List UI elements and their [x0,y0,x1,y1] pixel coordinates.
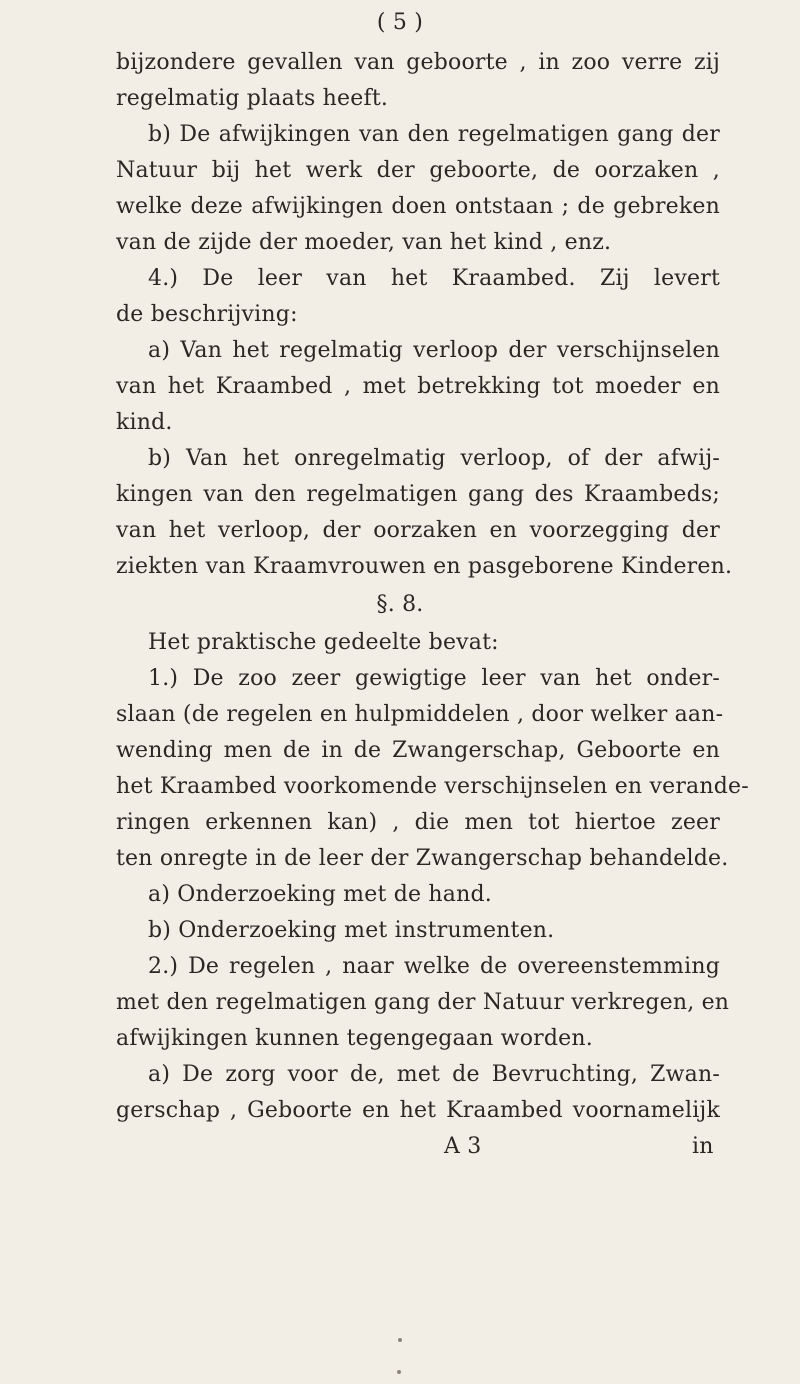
text-line-14: van het verloop, der oorzaken en voorzegging der [116,518,720,543]
text-line-27: met den regelmatigen gang der Natuur verkregen, en [116,990,730,1015]
text-line-13: kingen van den regelmatigen gang des Kraambeds; [116,482,720,507]
text-line-11: kind. [116,410,173,435]
text-line-26: 2.) De regelen , naar welke de overeenstemming [148,954,720,979]
text-line-5: welke deze afwijkingen doen ontstaan ; de gebreken [116,194,720,219]
signature-mark: A 3 [444,1134,482,1159]
text-line-20: wending men de in de Zwangerschap, Geboorte en [116,738,720,763]
text-line-8: de beschrijving: [116,302,298,327]
catchword: in [692,1134,714,1159]
paper-speck [398,1338,402,1342]
text-line-10: van het Kraambed , met betrekking tot moeder en [116,374,720,399]
text-line-7: 4.) De leer van het Kraambed. Zij levert [148,266,720,291]
text-line-21: het Kraambed voorkomende verschijnselen en verande- [116,774,749,799]
text-line-23: ten onregte in de leer der Zwangerschap behandelde. [116,846,729,871]
text-line-29: a) De zorg voor de, met de Bevruchting, Zwan- [148,1062,720,1087]
text-line-22: ringen erkennen kan) , die men tot hiertoe zeer [116,810,720,835]
text-line-9: a) Van het regelmatig verloop der verschijnselen [148,338,720,363]
text-line-12: b) Van het onregelmatig verloop, of der afwij- [148,446,720,471]
text-line-15: ziekten van Kraamvrouwen en pasgeborene Kinderen. [116,554,733,579]
text-line-6: van de zijde der moeder, van het kind , enz. [116,230,612,255]
page-number: ( 5 ) [376,10,424,35]
text-line-24: a) Onderzoeking met de hand. [148,882,492,907]
text-line-1: bijzondere gevallen van geboorte , in zoo verre zij [116,50,720,75]
text-line-3: b) De afwijkingen van den regelmatigen gang der [148,122,720,147]
text-line-17: Het praktische gedeelte bevat: [148,630,499,655]
text-line-19: slaan (de regelen en hulpmiddelen , door welker aan- [116,702,724,727]
paper-speck [397,1370,401,1374]
text-line-25: b) Onderzoeking met instrumenten. [148,918,555,943]
text-line-4: Natuur bij het werk der geboorte, de oorzaken , [116,158,720,183]
text-line-18: 1.) De zoo zeer gewigtige leer van het onder- [148,666,720,691]
text-line-2: regelmatig plaats heeft. [116,86,389,111]
text-line-30: gerschap , Geboorte en het Kraambed voornamelijk [116,1098,720,1123]
text-line-28: afwijkingen kunnen tegengegaan worden. [116,1026,593,1051]
section-heading: §. 8. [376,592,424,617]
